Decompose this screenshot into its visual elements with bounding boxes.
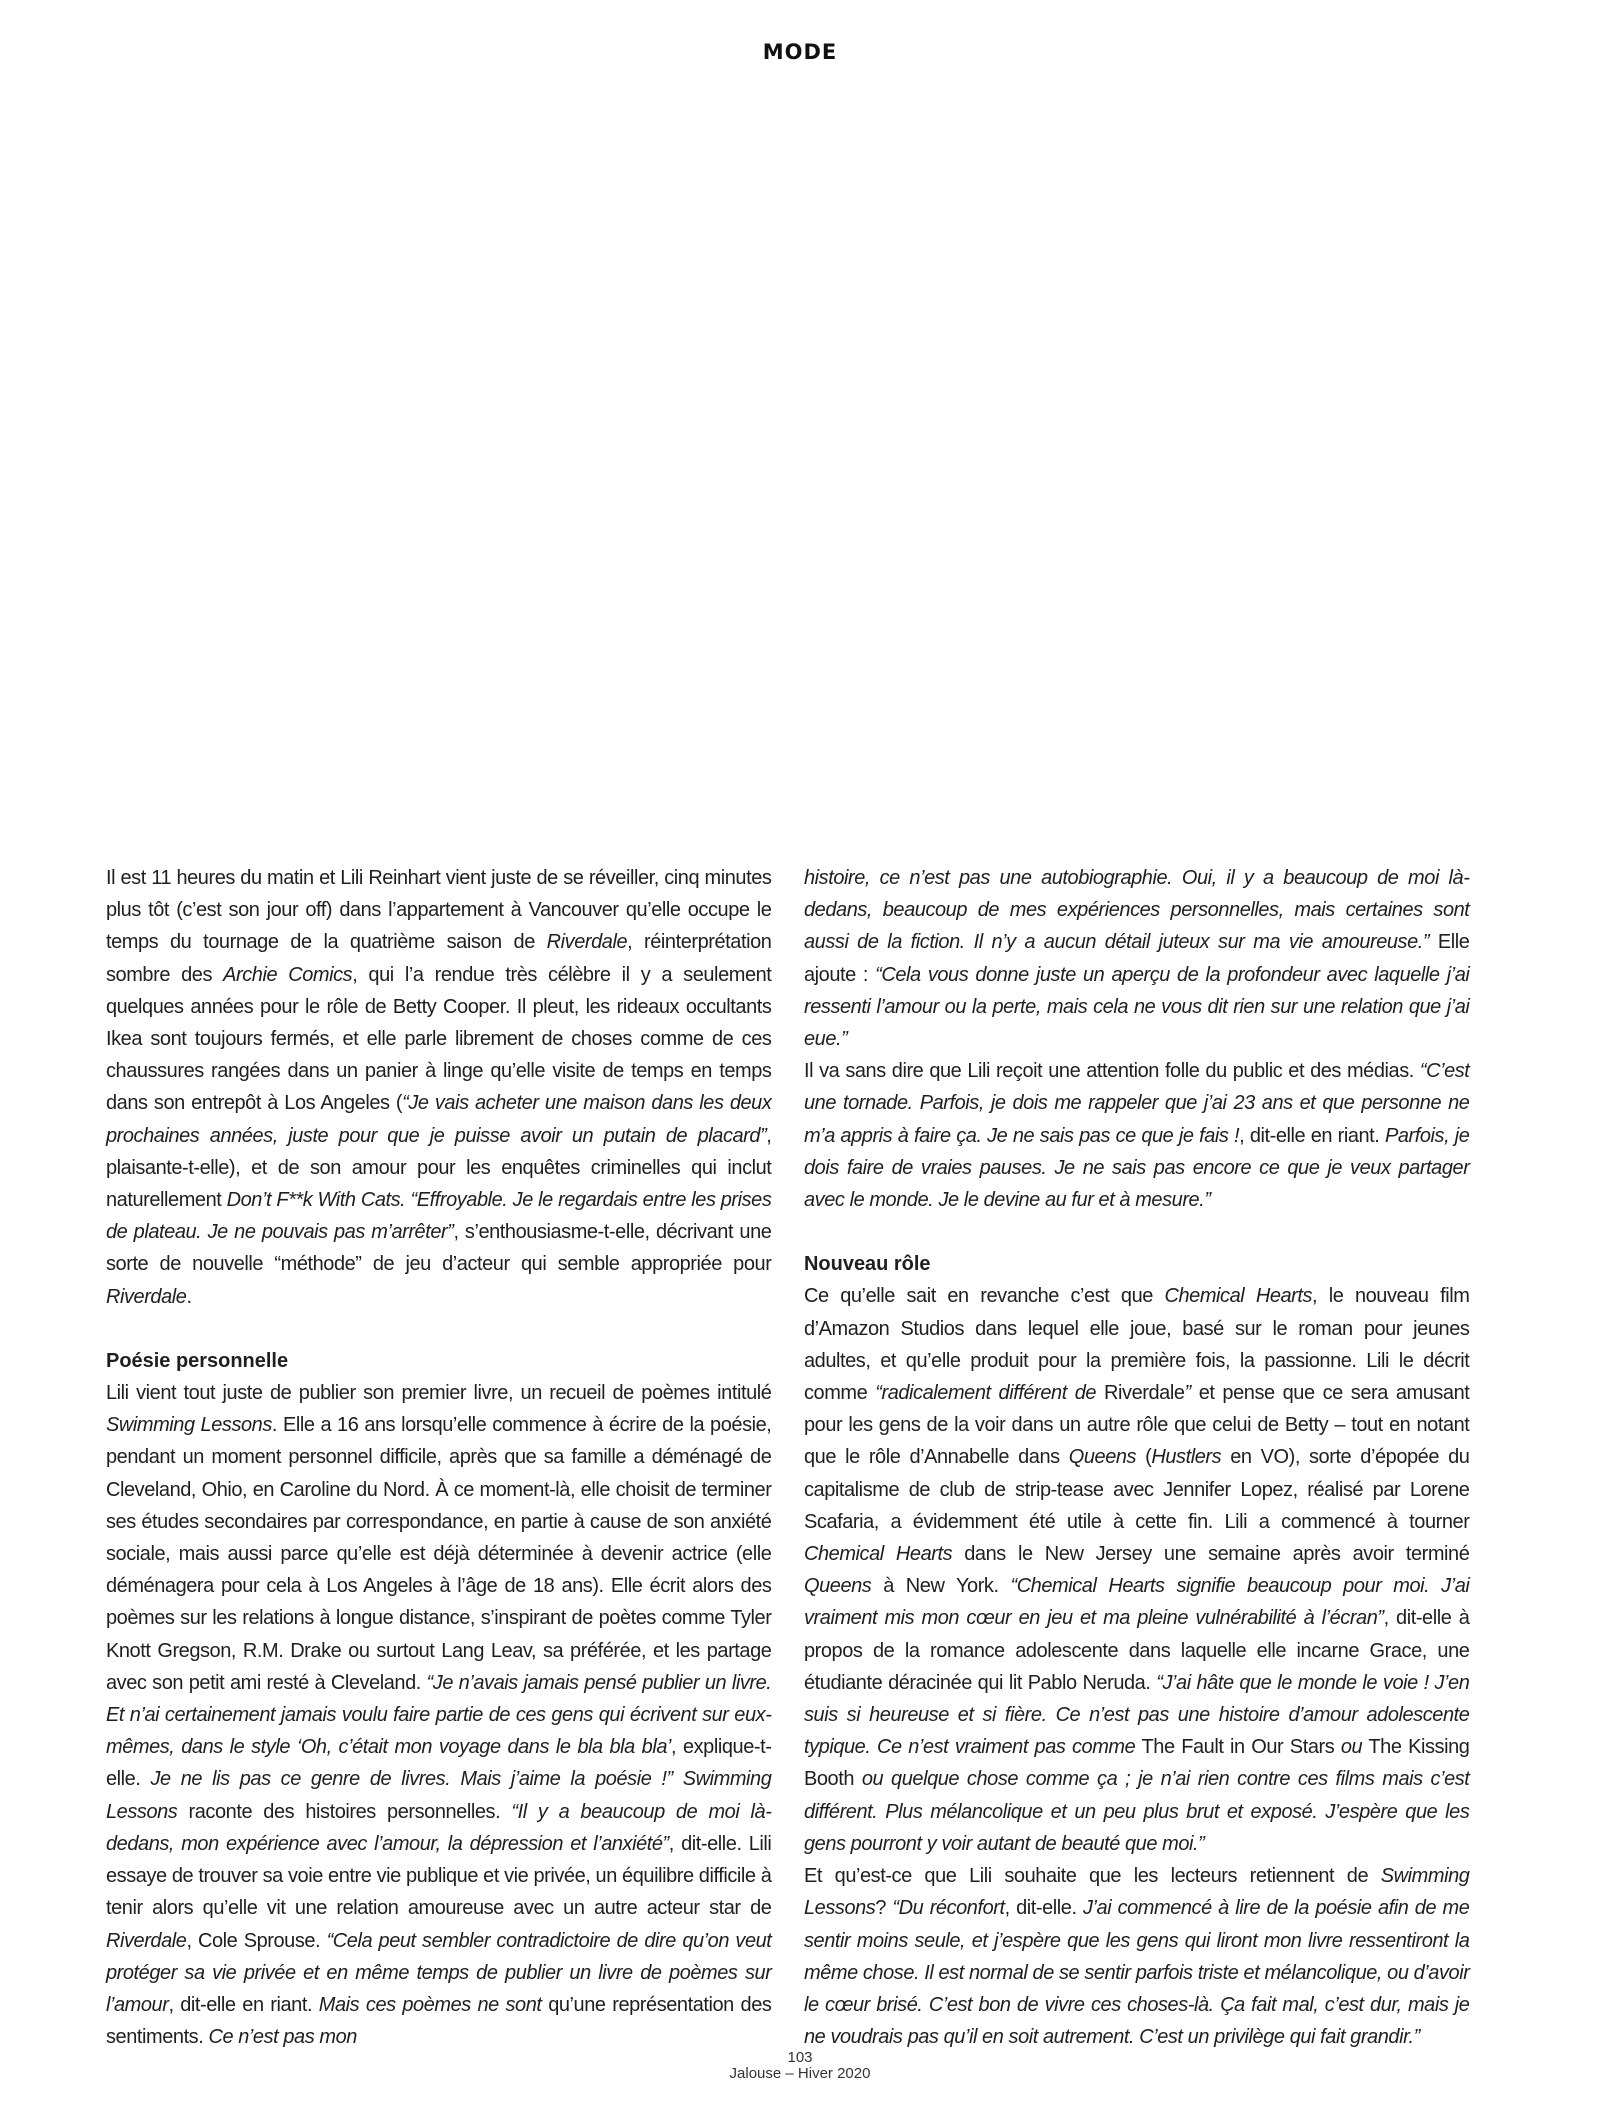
text-run: , plaisante-t-elle), et de son amour pour les enquêtes criminelles qui inclut naturellement [106, 1123, 772, 1212]
text-run: , dit-elle en riant. [168, 1992, 319, 2016]
text-run: , s’enthousiasme-t-elle, décrivant une sorte de nouvelle “méthode” de jeu d’acteur qui semble appropriée pour [106, 1220, 772, 1276]
subheading-poesie-personnelle: Poésie personnelle [106, 1348, 289, 1372]
article-paragraph [804, 862, 1469, 1055]
text-run: Elle ajoute : [804, 930, 1470, 986]
italic-run: Queens [804, 1574, 872, 1598]
italic-run: “Je vais acheter une maison dans les deux prochaines années, juste pour que je puisse avoir un putain de placard” [106, 1091, 772, 1147]
italic-run: Queens [1068, 1445, 1137, 1469]
article-paragraph [106, 1377, 771, 2053]
italic-run: “Il y a beaucoup de moi là-dedans, mon expérience avec l’amour, la dépression et l’anxiété” [106, 1799, 772, 1855]
article-paragraph [106, 862, 771, 1313]
text-run: Il est 11 heures du matin et Lili Reinhart vient juste de se réveiller, cinq minutes plus tôt (c’est son jour off) dans l’appartement à Vancouver qu’elle occupe le temps du tournage de la quatrième saison de [106, 866, 772, 954]
text-run: ( [1136, 1445, 1152, 1469]
italic-run: “Cela peut sembler contradictoire de dire qu’on veut protéger sa vie privée et en même temps de publier un livre de poèmes sur l’amour [106, 1928, 772, 2016]
text-run: dans le New Jersey une semaine après avoir terminé [952, 1542, 1470, 1566]
italic-run: ou quelque chose comme ça ; je n’ai rien contre ces films mais c’est différent. Plus mélancolique et un peu plus brut et exposé. J’espère que les gens pourront y voir autant de beauté que moi.” [804, 1767, 1470, 1855]
article-column-right [804, 862, 1469, 2053]
italic-run: Swimming Lessons [804, 1864, 1470, 1920]
italic-run: Riverdale [106, 1928, 187, 1952]
text-run: en VO), sorte d’épopée du capitalisme de club de strip-tease avec Jennifer Lopez, réalisé par Lorene Scafaria, a évidemment été utile à cette fin. Lili a commencé à tourner [804, 1445, 1470, 1533]
italic-run: Riverdale [106, 1284, 187, 1308]
subheading-nouveau-role: Nouveau rôle [804, 1252, 931, 1276]
italic-run: “radicalement différent de [875, 1381, 1097, 1405]
text-run: et pense que ce sera amusant pour les gens de la voir dans un autre rôle que celui de Betty – tout en notant que le rôle d’Annabelle dans [804, 1381, 1470, 1469]
article-column-left [106, 862, 771, 2053]
italic-run: “C’est une tornade. Parfois, je dois me rappeler que j’ai 23 ans et que personne ne m’a appris à faire ça. Je ne sais pas ce que je fais ! [804, 1059, 1470, 1147]
text-run: Lili vient tout juste de publier son premier livre, un recueil de poèmes intitulé [106, 1381, 772, 1405]
article-paragraph [804, 1860, 1469, 2053]
text-run: Riverdale [1096, 1381, 1185, 1405]
text-run: The Kissing Booth [804, 1735, 1470, 1791]
italic-run: Swimming Lessons [106, 1413, 272, 1437]
text-run: Et qu’est-ce que Lili souhaite que les lecteurs retiennent de [804, 1864, 1381, 1888]
text-run: Il va sans dire que Lili reçoit une attention folle du public et des médias. [804, 1059, 1420, 1083]
text-run: , le nouveau film d’Amazon Studios dans lequel elle joue, basé sur le roman pour jeunes adultes, et qu’elle produit pour la première fois, la passionne. Lili le décrit comme [804, 1284, 1470, 1405]
italic-run: “Cela vous donne juste un aperçu de la profondeur avec laquelle j’ai ressenti l’amour ou la perte, mais cela ne vous dit rien sur une relation que j’ai eue.” [804, 962, 1470, 1051]
text-run: . Elle a 16 ans lorsqu’elle commence à écrire de la poésie, pendant un moment personnel difficile, après que sa famille a déménagé de Cleveland, Ohio, en Caroline du Nord. À ce moment-là, elle choisit de terminer ses études secondaires par correspondance, en partie à cause de son anxiété sociale, mais aussi parce qu’elle est déjà déterminée à devenir actrice (elle déménagera pour cela à Los Angeles à l’âge de 18 ans). Elle écrit alors des poèmes sur les relations à longue distance, s’inspirant de poètes comme Tyler Knott Gregson, R.M. Drake ou surtout Lang Leav, sa préférée, et les partage avec son petit ami resté à Cleveland. [106, 1413, 772, 1694]
text-run: . [186, 1284, 192, 1308]
italic-run: ” [1184, 1381, 1191, 1405]
text-run: , Cole Sprouse. [186, 1928, 327, 1952]
italic-run: Chemical Hearts [1164, 1284, 1313, 1308]
article-paragraph [804, 1280, 1469, 1860]
text-run: qu’une représentation des sentiments. [106, 1992, 772, 2049]
italic-run: Hustlers [1151, 1445, 1222, 1469]
text-run: , réinterprétation sombre des [106, 930, 772, 986]
text-run: The Fault in Our Stars [1135, 1735, 1341, 1759]
italic-run: Ce n’est pas mon [208, 2025, 357, 2049]
text-run: à New York. [871, 1574, 1011, 1598]
article-paragraph [804, 1055, 1469, 1216]
italic-run: “Chemical Hearts signifie beaucoup pour moi. J’ai vraiment mis mon cœur en jeu et ma pleine vulnérabilité à l’écran” [804, 1574, 1470, 1630]
italic-run: ou [1340, 1735, 1363, 1759]
italic-run: “Je n’avais jamais pensé publier un livre. Et n’ai certainement jamais voulu faire partie de ces gens qui écrivent sur eux-mêmes, dans le style ‘Oh, c’était mon voyage dans le bla bla bla’ [106, 1670, 772, 1759]
italic-run: J’ai commencé à lire de la poésie afin de me sentir moins seule, et j’espère que les gens qui liront mon livre ressentiront la même chose. Il est normal de se sentir parfois triste et mélancolique, ou d’avoir le cœur brisé. C’est bon de vivre ces choses-là. Ça fait mal, c’est dur, mais je ne voudrais pas qu’il en soit autrement. C’est un privilège qui fait grandir.” [804, 1896, 1470, 2049]
page-footer [0, 2050, 1600, 2082]
text-run: , dit-elle à propos de la romance adolescente dans laquelle elle incarne Grace, une étudiante déracinée qui lit Pablo Neruda. [804, 1606, 1470, 1694]
issue-label: Jalouse – Hiver 2020 [729, 2065, 871, 2082]
italic-run: “J’ai hâte que le monde le voie ! J’en suis si heureuse et si fière. Ce n’est pas une histoire d’amour adolescente typique. Ce n’est vraiment pas comme [804, 1670, 1470, 1759]
italic-run: “Du réconfort [892, 1896, 1005, 1920]
text-run: , qui l’a rendue très célèbre il y a seulement quelques années pour le rôle de Betty Cooper. Il pleut, les rideaux occultants Ikea sont toujours fermés, et elle parle librement de choses comme de ces chaussures rangées dans un panier à linge qu’elle visite de temps en temps dans son entrepôt à Los Angeles ( [106, 962, 772, 1115]
italic-run: Mais ces poèmes ne sont [318, 1992, 542, 2016]
text-run: , dit-elle en riant. [1239, 1123, 1385, 1147]
italic-run: Don’t F**k With Cats. “Effroyable. Je le regardais entre les prises de plateau. Je ne pouvais pas m’arrêter” [106, 1188, 772, 1244]
text-run: , dit-elle. Lili essaye de trouver sa voie entre vie publique et vie privée, un équilibre difficile à tenir alors qu’elle vit une relation amoureuse avec un autre acteur star de [106, 1831, 772, 1920]
section-label: MODE [762, 40, 838, 64]
italic-run: Parfois, je dois faire de vraies pauses. Je ne sais pas encore ce que je veux partager avec le monde. Je le devine au fur et à mesure.” [804, 1123, 1470, 1212]
italic-run: Riverdale [546, 930, 628, 954]
text-run: ? [875, 1896, 893, 1920]
text-run: , dit-elle. [1004, 1896, 1083, 1920]
text-run: , explique-t-elle. [106, 1735, 772, 1791]
text-run: raconte des histoires personnelles. [177, 1799, 512, 1823]
italic-run: Je ne lis pas ce genre de livres. Mais j’aime la poésie !” Swimming Lessons [106, 1767, 772, 1823]
italic-run: histoire, ce n’est pas une autobiographie. Oui, il y a beaucoup de moi là-dedans, beaucoup de mes expériences personnelles, mais certaines sont aussi de la fiction. Il n’y a aucun détail juteux sur ma vie amoureuse.” [804, 866, 1470, 954]
text-run: Ce qu’elle sait en revanche c’est que [804, 1284, 1165, 1308]
page-number: 103 [787, 2049, 813, 2066]
italic-run: Chemical Hearts [804, 1542, 953, 1566]
italic-run: Archie Comics [223, 962, 353, 986]
